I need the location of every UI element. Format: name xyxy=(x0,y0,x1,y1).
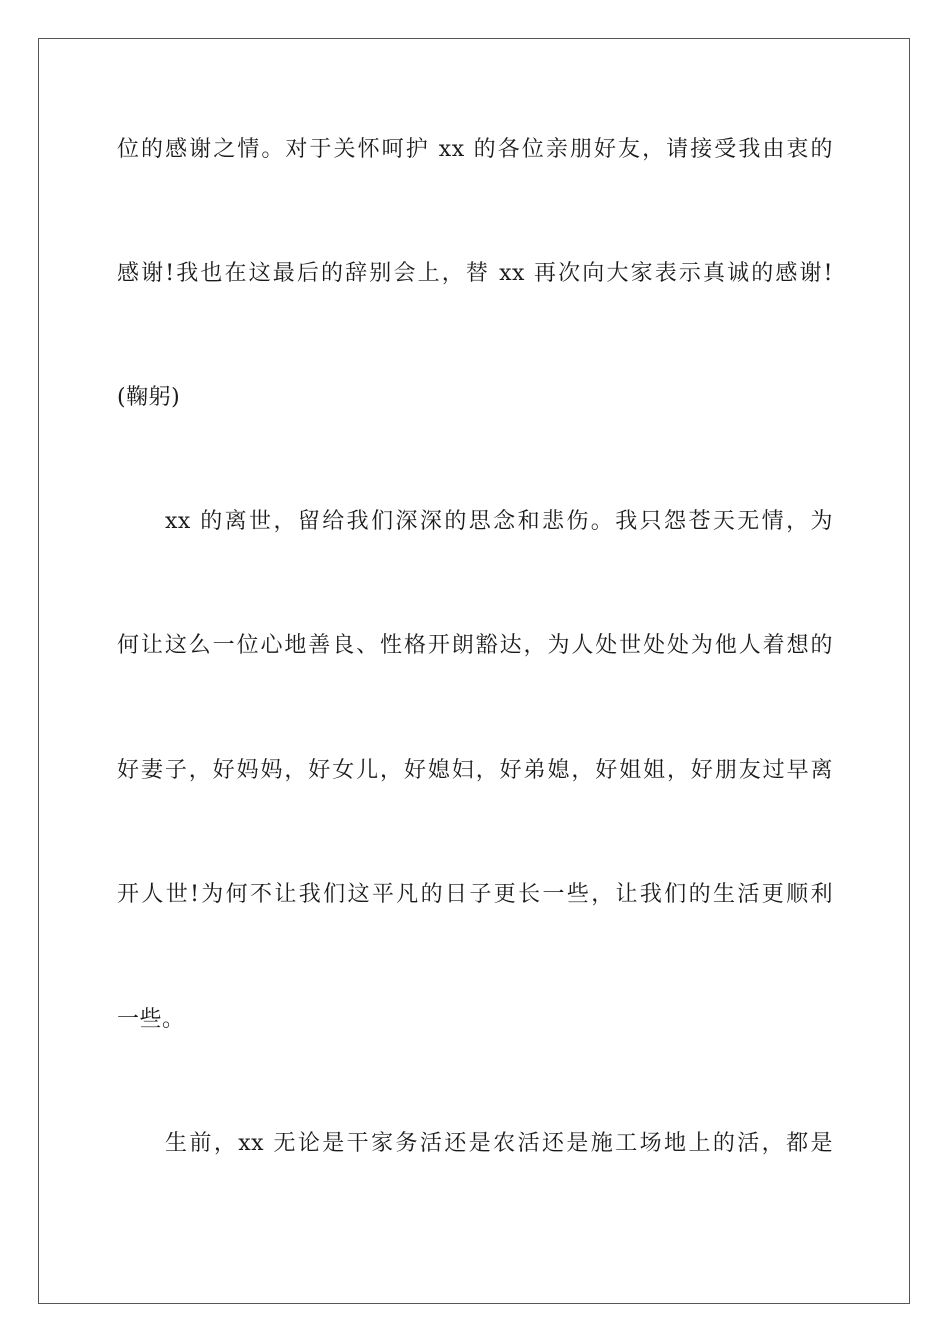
paragraph-line: 开人世!为何不让我们这平凡的日子更长一些，让我们的生活更顺利 xyxy=(117,882,833,907)
paragraph-line: 生前，xx 无论是干家务活还是农活还是施工场地上的活，都是 xyxy=(165,1131,833,1156)
page-border xyxy=(38,38,910,1304)
paragraph-line: 何让这么一位心地善良、性格开朗豁达，为人处世处处为他人着想的 xyxy=(117,633,833,658)
paragraph-line: 好妻子，好妈妈，好女儿，好媳妇，好弟媳，好姐姐，好朋友过早离 xyxy=(117,758,833,783)
paragraph-line: 位的感谢之情。对于关怀呵护 xx 的各位亲朋好友，请接受我由衷的 xyxy=(117,137,833,162)
paragraph-line: xx 的离世，留给我们深深的思念和悲伤。我只怨苍天无情，为 xyxy=(165,509,833,534)
paragraph-line: 感谢!我也在这最后的辞别会上，替 xx 再次向大家表示真诚的感谢! xyxy=(117,261,833,286)
paragraph-line: (鞠躬) xyxy=(117,385,181,410)
paragraph-line: 一些。 xyxy=(117,1007,185,1032)
